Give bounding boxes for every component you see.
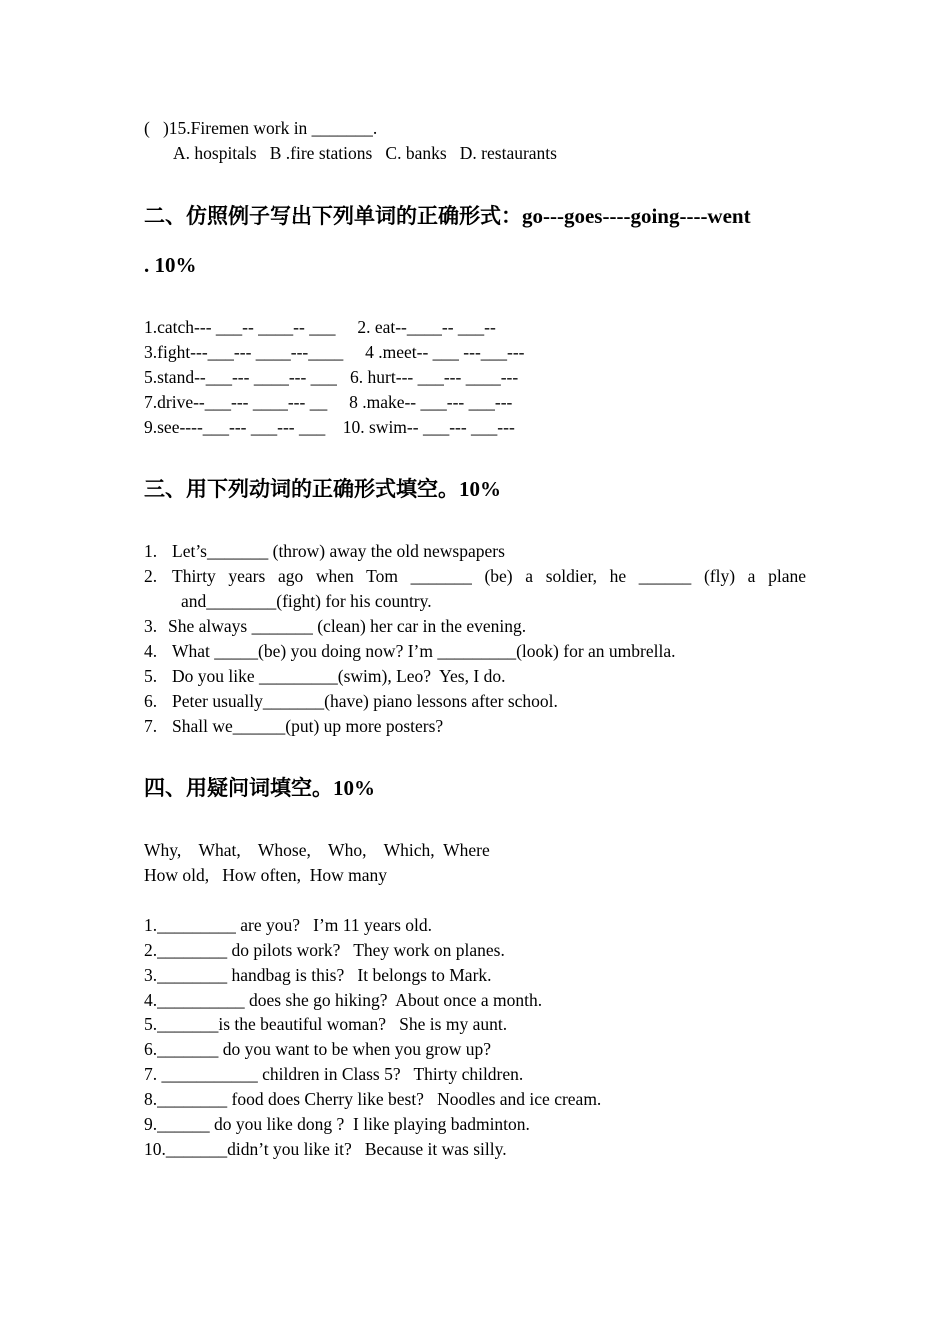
section-3-item-text: Thirty years ago when Tom _______ (be) a soldier, he ______ (fly) a plane xyxy=(172,566,806,586)
section-4-item: 2.________ do pilots work? They work on planes. xyxy=(144,940,505,960)
section-4-item: 8.________ food does Cherry like best? Noodles and ice cream. xyxy=(144,1089,602,1109)
question-15-options: A. hospitals B .fire stations C. banks D. restaurants xyxy=(173,143,557,163)
section-4-item: 1._________ are you? I’m 11 years old. xyxy=(144,915,433,935)
item-number: 5. xyxy=(144,666,158,686)
section-3-item xyxy=(144,665,505,687)
section-2-row: 5.stand--___--- ____--- ___ 6. hurt--- ___--- ____--- xyxy=(144,367,519,387)
section-2-score-text: . 10% xyxy=(144,253,197,277)
section-3-item xyxy=(144,715,443,737)
item-number: 7. xyxy=(144,716,158,736)
item-number: 4. xyxy=(144,641,158,661)
section-3-item xyxy=(144,540,505,562)
item-text: Let’s_______ (throw) away the old newspapers xyxy=(172,541,505,561)
section-2-row: 7.drive--___--- ____--- __ 8 .make-- ___--- ___--- xyxy=(144,392,513,412)
section-4-item: 7. ___________ children in Class 5? Thirty children. xyxy=(144,1064,524,1084)
section-3-heading-cn: 三、用下列动词的正确形式填空。 xyxy=(144,477,459,501)
section-4-item: 9.______ do you like dong ? I like playing badminton. xyxy=(144,1114,530,1134)
section-4-item: 6._______ do you want to be when you grow up? xyxy=(144,1039,492,1059)
section-3-heading xyxy=(144,476,501,502)
section-2-row: 9.see----___--- ___--- ___ 10. swim-- ___--- ___--- xyxy=(144,417,515,437)
section-3-item xyxy=(144,690,558,712)
item-number: 3. xyxy=(144,616,158,636)
section-3-item-number xyxy=(144,565,172,587)
section-4-heading xyxy=(144,775,375,801)
section-2-heading-example: go---goes----going----went xyxy=(522,204,751,228)
section-3-heading-score: 10% xyxy=(459,477,501,501)
section-4-item: 10._______didn’t you like it? Because it was silly. xyxy=(144,1139,507,1159)
question-15: ( )15.Firemen work in _______. xyxy=(144,118,378,138)
item-number: 1. xyxy=(144,541,158,561)
item-text: She always _______ (clean) her car in the evening. xyxy=(168,616,527,636)
section-4-heading-cn: 四、用疑问词填空。 xyxy=(144,776,333,800)
item-text: Peter usually_______(have) piano lessons after school. xyxy=(172,691,558,711)
section-2-score xyxy=(144,252,197,278)
section-2-heading-cn: 二、仿照例子写出下列单词的正确形式： xyxy=(144,204,522,228)
item-text: Shall we______(put) up more posters? xyxy=(172,716,444,736)
section-2-row: 1.catch--- ___-- ____-- ___ 2. eat--____-- ___-- xyxy=(144,317,496,337)
section-4-item: 5._______is the beautiful woman? She is my aunt. xyxy=(144,1014,508,1034)
section-4-item: 3.________ handbag is this? It belongs to Mark. xyxy=(144,965,492,985)
section-2-row: 3.fight---___--- ____---____ 4 .meet-- ___ ---___--- xyxy=(144,342,525,362)
section-3-item xyxy=(144,615,526,637)
section-3-item xyxy=(144,640,676,662)
item-number: 2. xyxy=(144,566,158,586)
word-bank-line-1: Why, What, Whose, Who, Which, Where xyxy=(144,840,490,860)
section-4-heading-score: 10% xyxy=(333,776,375,800)
item-text: What _____(be) you doing now? I’m _________(look) for an umbrella. xyxy=(172,641,676,661)
word-bank-line-2: How old, How often, How many xyxy=(144,865,388,885)
item-text: Do you like _________(swim), Leo? Yes, I do. xyxy=(172,666,506,686)
section-2-heading xyxy=(144,203,751,229)
section-4-item: 4.__________ does she go hiking? About once a month. xyxy=(144,990,543,1010)
item-number: 6. xyxy=(144,691,158,711)
section-3-item-continuation: and________(fight) for his country. xyxy=(181,591,432,611)
